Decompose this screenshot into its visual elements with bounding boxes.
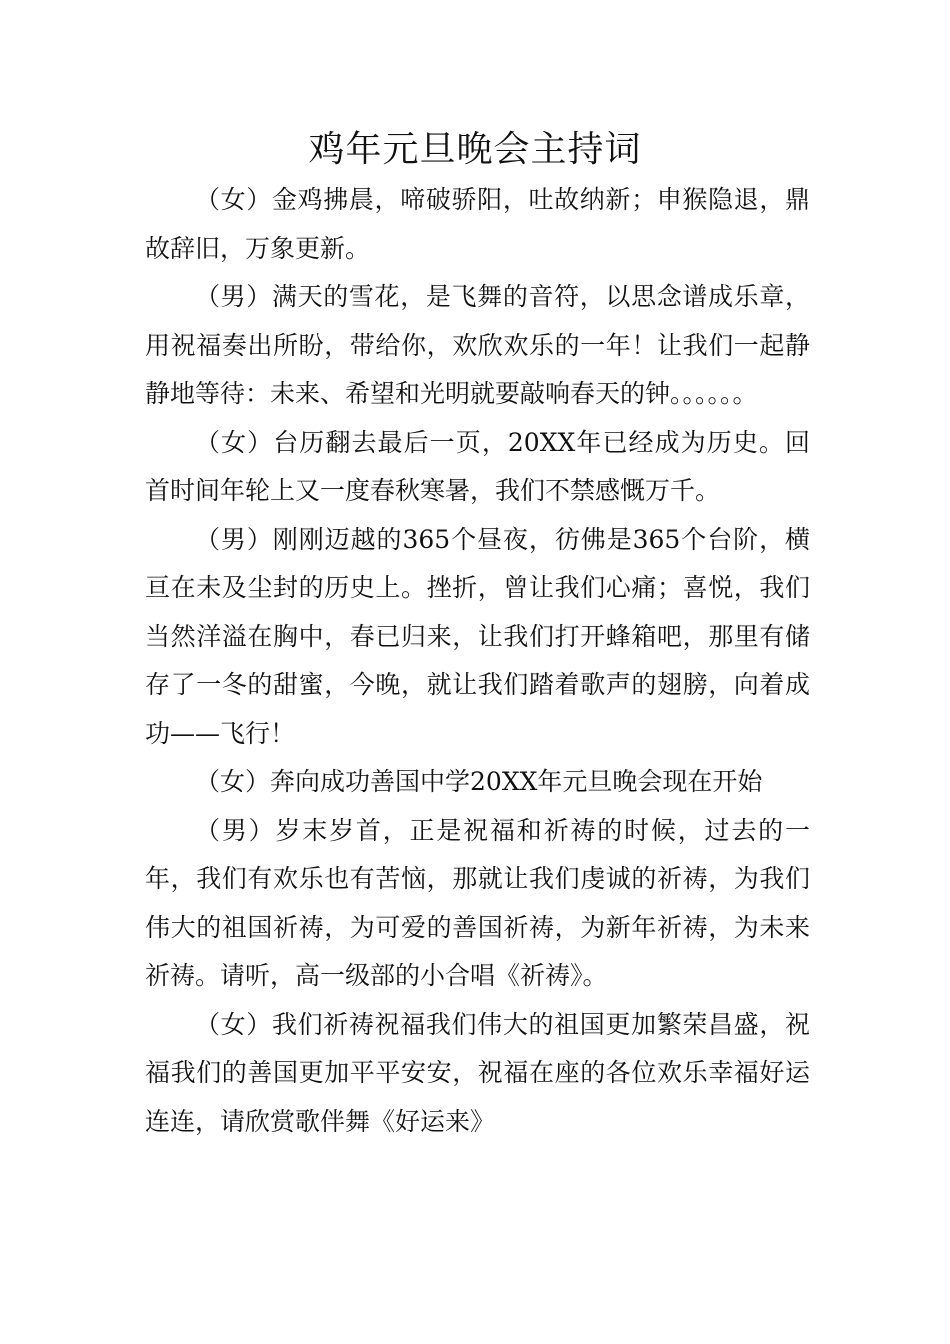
paragraph-1: （女）金鸡拂晨，啼破骄阳，吐故纳新；申猴隐退，鼎故辞旧，万象更新。: [145, 185, 810, 263]
document-title: 鸡年元旦晚会主持词: [308, 129, 642, 170]
paragraph-7: （女）我们祈祷祝福我们伟大的祖国更加繁荣昌盛，祝福我们的善国更加平平安安，祝福在座的各位欢乐幸福好运连连，请欣赏歌伴舞《好运来》: [145, 1009, 810, 1136]
paragraph-6: （男）岁末岁首，正是祝福和祈祷的时候，过去的一年，我们有欢乐也有苦恼，那就让我们虔诚的祈祷，为我们伟大的祖国祈祷，为可爱的善国祈祷，为新年祈祷，为未来祈祷。请听，高一级部的小合唱《祈祷》。: [145, 815, 810, 990]
paragraph-3: （女）台历翻去最后一页，20XX年已经成为历史。回首时间年轮上又一度春秋寒暑，我们不禁感慨万千。: [145, 427, 810, 505]
paragraph-5: （女）奔向成功善国中学20XX年元旦晚会现在开始: [195, 767, 763, 796]
paragraph-2: （男）满天的雪花，是飞舞的音符，以思念谱成乐章，用祝福奏出所盼，带给你，欢欣欢乐的一年！让我们一起静静地等待：未来、希望和光明就要敲响春天的钟。。。。。。: [145, 282, 810, 408]
document-body: [145, 176, 810, 1146]
paragraph-4: （男）刚刚迈越的365个昼夜，彷佛是365个台阶，横亘在未及尘封的历史上。挫折，曾让我们心痛；喜悦，我们当然洋溢在胸中，春已归来，让我们打开蜂箱吧，那里有储存了一冬的甜蜜，今晚，就让我们踏着歌声的翅膀，向着成功——飞行！: [145, 524, 810, 748]
